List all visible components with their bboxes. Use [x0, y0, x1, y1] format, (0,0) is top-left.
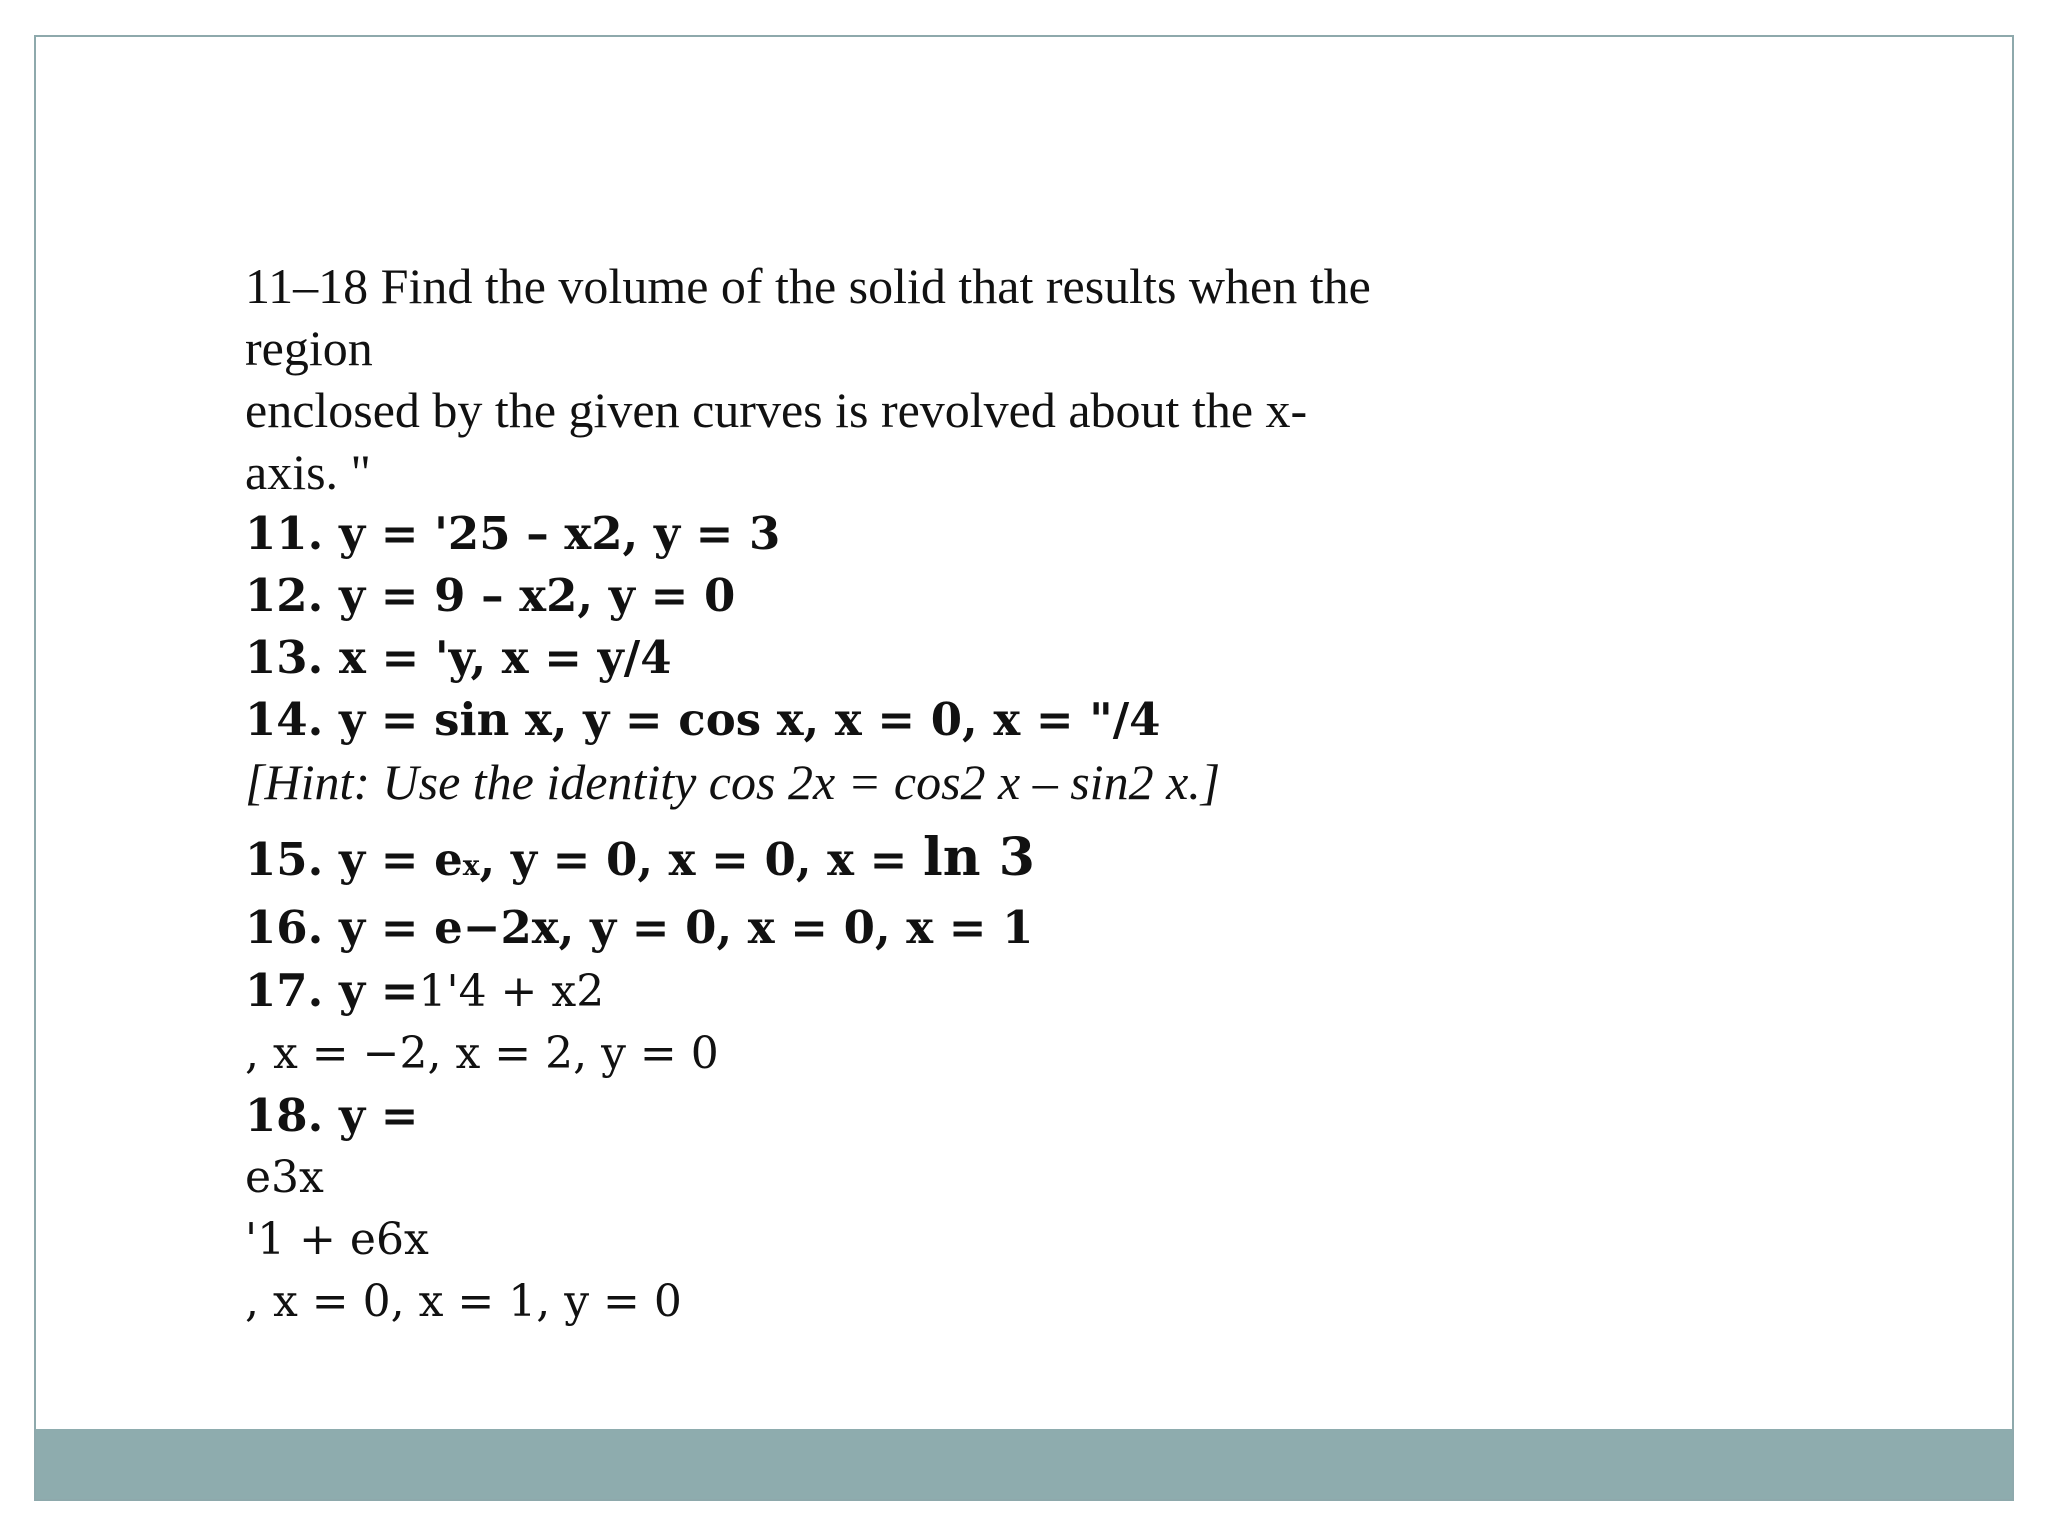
footer-bar — [36, 1429, 2012, 1499]
problem-13: 13. x = 'y, x = y/4 — [245, 631, 672, 684]
problem-18-number: 18. y = — [245, 1089, 419, 1142]
problem-14: 14. y = sin x, y = cos x, x = 0, x = "/4 — [245, 693, 1161, 746]
problem-17-expression: 1'4 + x2 — [418, 966, 605, 1017]
hint-line: [Hint: Use the identity cos 2x = cos2 x – sin2 x.] — [245, 754, 1221, 810]
problem-12: 12. y = 9 – x2, y = 0 — [245, 569, 736, 622]
slide — [34, 35, 2014, 1501]
problem-17 — [245, 959, 1805, 1023]
problem-18-numerator: e3x — [245, 1152, 324, 1203]
problem-18-denominator: '1 + e6x — [245, 1214, 429, 1265]
intro-line-3: enclosed by the given curves is revolved about the x- — [245, 382, 1308, 438]
problem-15-ln: ln 3 — [923, 827, 1035, 888]
problem-17-number: 17. y = — [245, 964, 419, 1017]
problem-15-middle: , y = 0, x = 0, x = — [479, 833, 924, 886]
intro-line-4: axis. " — [245, 444, 371, 500]
problem-18-continuation: , x = 0, x = 1, y = 0 — [245, 1276, 682, 1327]
intro-line-1: 11–18 Find the volume of the solid that results when the — [245, 258, 1371, 314]
problem-16: 16. y = e−2x, y = 0, x = 0, x = 1 — [245, 901, 1034, 954]
problem-15-exponent: x — [462, 849, 480, 882]
slide-content — [245, 255, 1805, 1333]
intro-line-2: region — [245, 320, 373, 376]
problem-15-start: 15. y = e — [245, 833, 463, 886]
problem-17-continuation: , x = −2, x = 2, y = 0 — [245, 1028, 719, 1079]
problem-15 — [245, 827, 1805, 897]
problem-11: 11. y = '25 – x2, y = 3 — [245, 507, 781, 560]
